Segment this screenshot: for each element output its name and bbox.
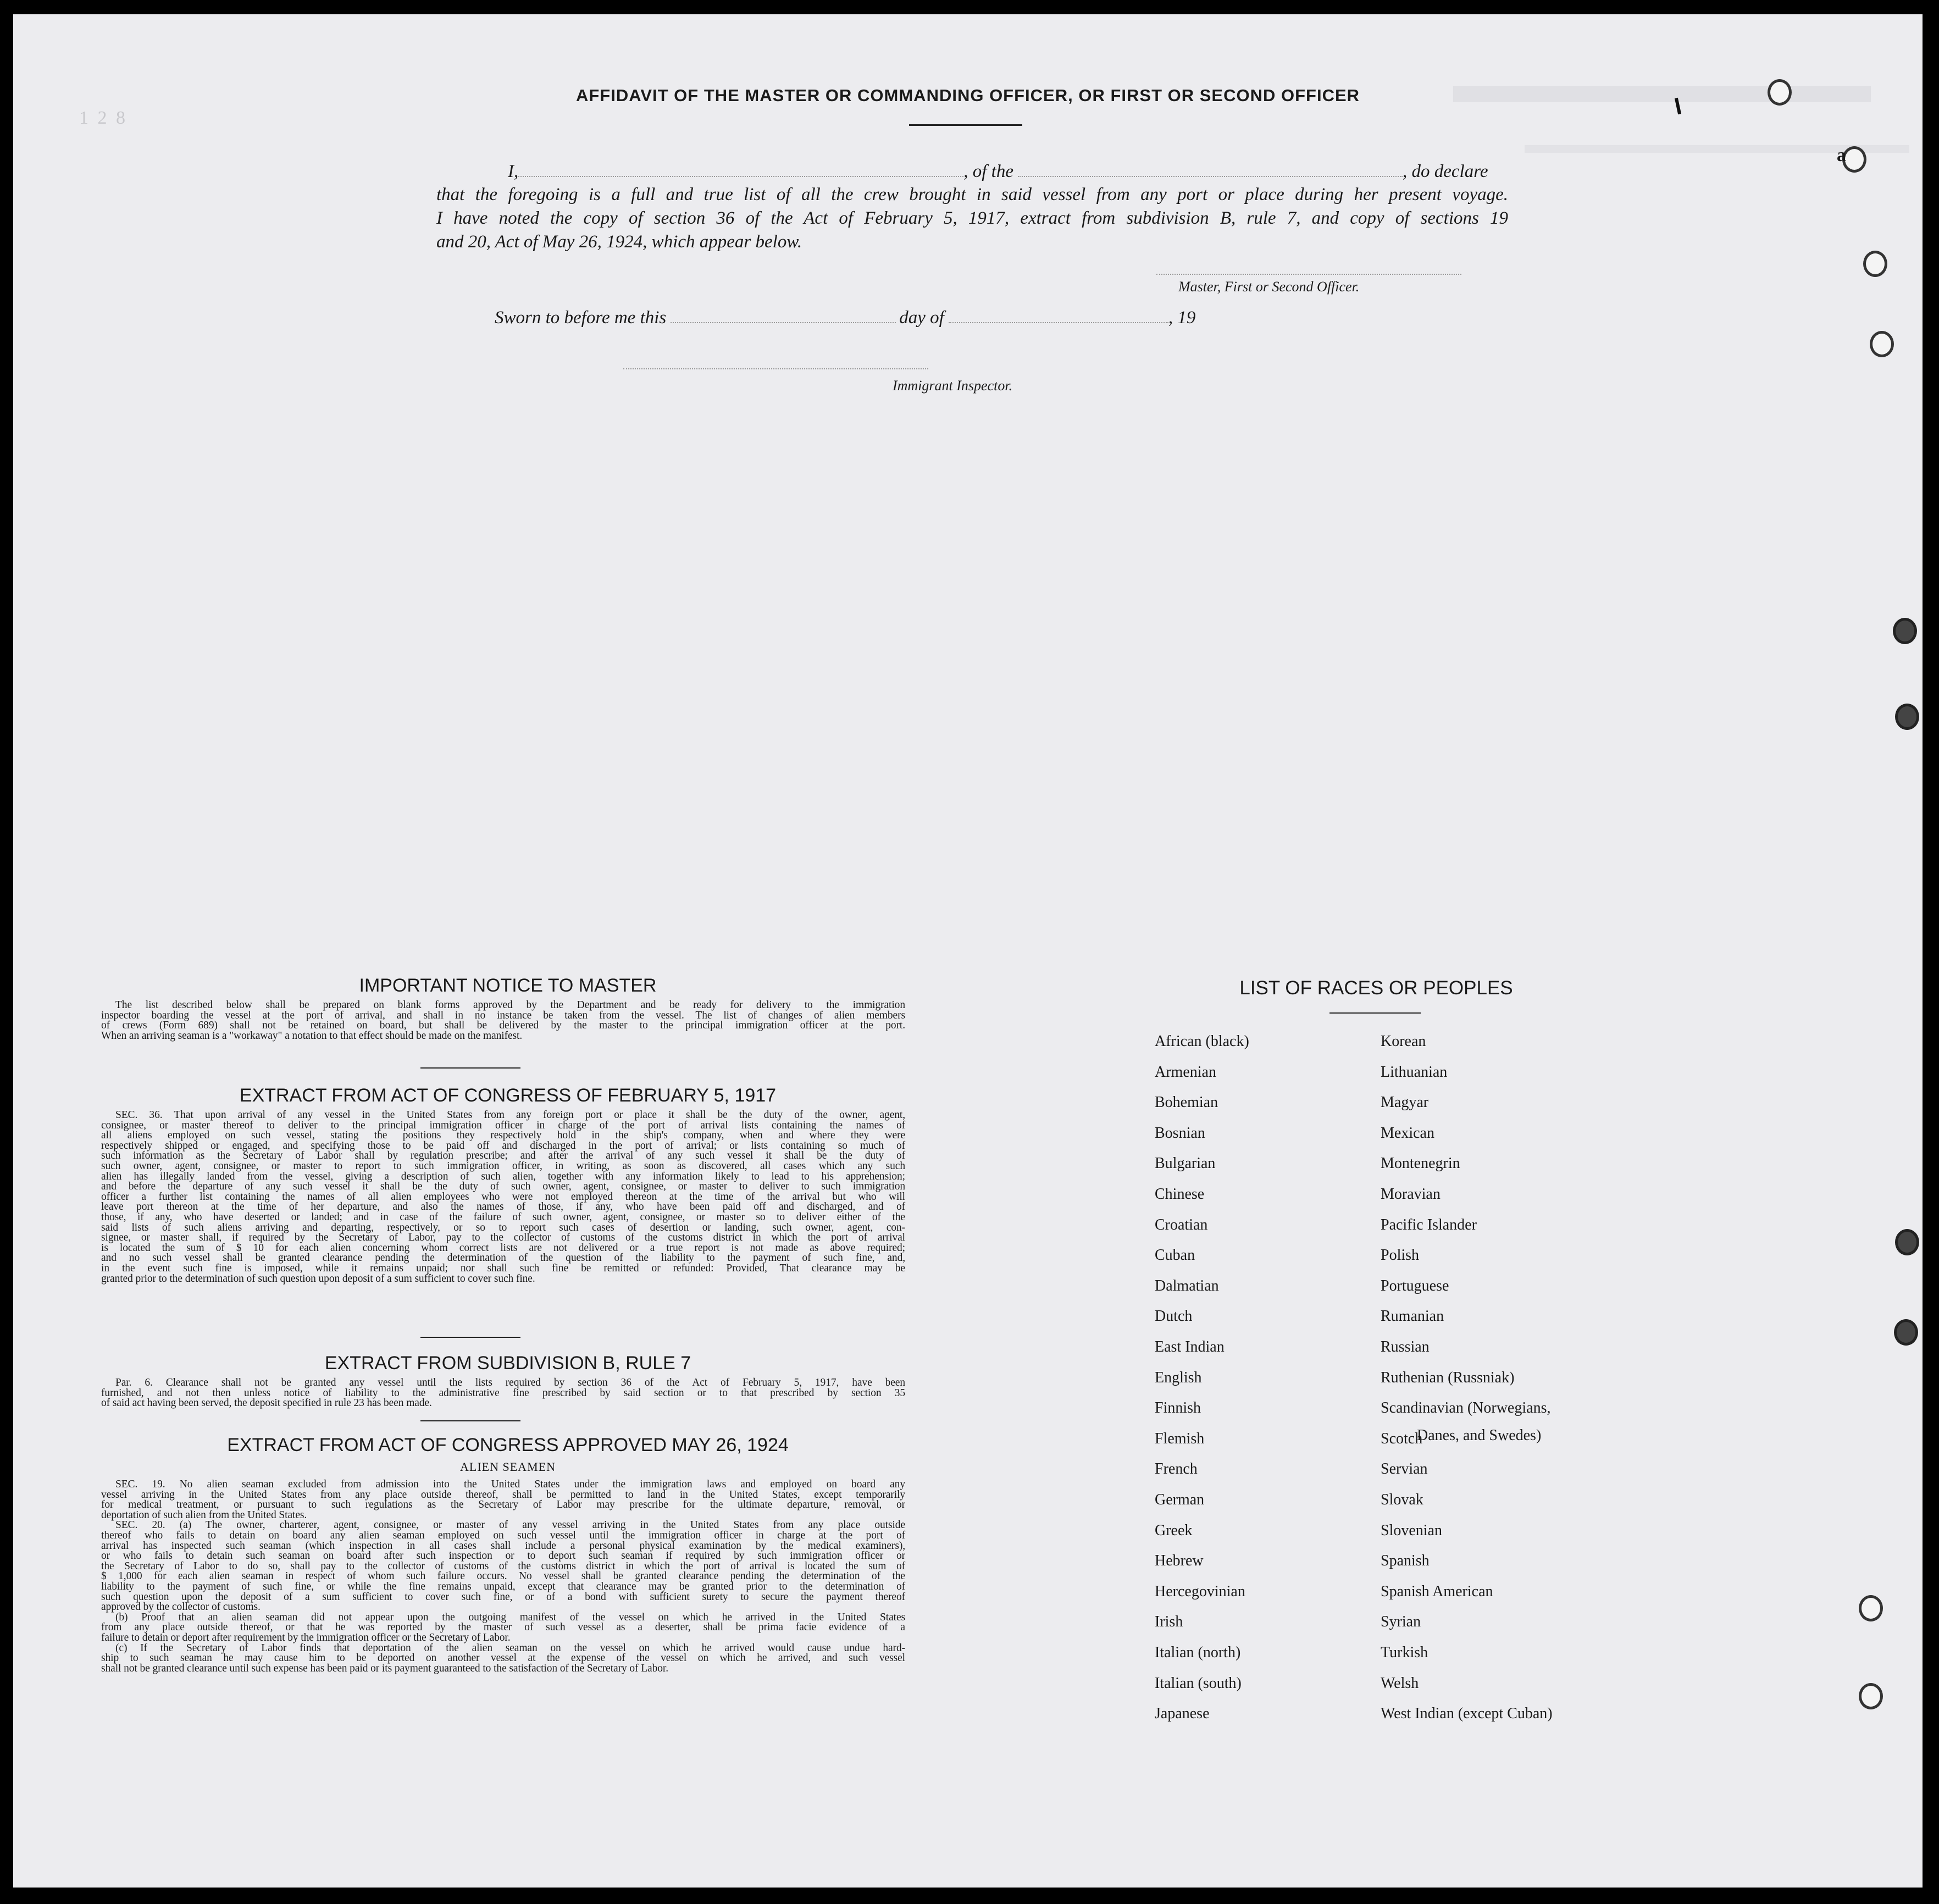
extract-1917-line: SEC. 36. That upon arrival of any vessel in the United States from any foreign port or place it shall be the duty of the owner, agent, [115,1109,905,1121]
extract-1917-line: such owner, agent, consignee, or master to report to such immigration officer, in writing, as soon as discovered, all cases which any such [101,1160,905,1172]
race-item: East Indian [1155,1338,1225,1355]
race-item: Lithuanian [1381,1063,1448,1081]
extract-1924-line: SEC. 20. (a) The owner, charterer, agent, consignee, or master of any vessel arriving in the United States from any place outside [115,1519,905,1531]
extract-1924-line: approved by the collector of customs. [101,1601,261,1613]
signature-line [1156,274,1461,275]
extract-1924-line: such question upon the deposit of a sum sufficient to cover such fine, or of a bond with sufficient surety to secure the payment thereof [101,1591,905,1603]
race-item: English [1155,1369,1202,1386]
race-item: Croatian [1155,1216,1208,1233]
extract-1917-line: consignee, or master thereof to deliver to the principal immigration officer in charge of the port of arrival lists containing the names of [101,1119,905,1131]
extract-1917-line: signee, or master shall, if required by the Secretary of Labor, pay to the collector of customs of the customs district in which the port of arrival [101,1232,905,1244]
race-item: Polish [1381,1247,1420,1264]
notice-line: inspector boarding the vessel at the port of arrival, and shall in no instance be taken from the vessel. The list of changes of alien members [101,1009,905,1021]
race-item: Mexican [1381,1124,1434,1142]
affidavit-title: AFFIDAVIT OF THE MASTER OR COMMANDING OFFICER, OR FIRST OR SECOND OFFICER [575,86,1360,105]
extract-rule7-line: Par. 6. Clearance shall not be granted any vessel until the lists required by section 36 of the Act of February 5, 1917, have been [115,1377,905,1388]
extract-1924-line: (b) Proof that an alien seaman did not appear upon the outgoing manifest of the vessel on which he arrived in the United States [115,1611,905,1623]
binder-hole-icon [1768,79,1792,106]
sworn-line [495,308,1195,328]
race-item: French [1155,1460,1198,1478]
race-item: Cuban [1155,1247,1195,1264]
notice-line: of crews (Form 689) shall not be retained on board, but shall be delivered by the master to the principal immigration officer at the port. [101,1020,905,1032]
race-item: Syrian [1381,1613,1421,1631]
extract-1917-line: is located the sum of $ 10 for each alien concerning whom correct lists are not delivered or a true report is not made as above required; [101,1242,905,1254]
binder-hole-icon [1863,251,1887,277]
race-item: West Indian (except Cuban) [1381,1705,1553,1723]
extract-rule7-title: EXTRACT FROM SUBDIVISION B, RULE 7 [324,1353,691,1374]
extract-1917-title: EXTRACT FROM ACT OF CONGRESS OF FEBRUARY 5, 1917 [239,1085,777,1106]
extract-1924-line: (c) If the Secretary of Labor finds that deportation of the alien seaman on the vessel on which he arrived would cause undue hard- [115,1642,905,1654]
race-item: Portuguese [1381,1277,1449,1294]
document-page [13,14,1923,1888]
binder-hole-icon [1893,618,1917,644]
binder-hole-icon [1859,1595,1883,1621]
sworn-day-of: day of [899,308,944,328]
notice-body [101,1000,905,1041]
bleed-through-number: 1 2 8 [79,108,128,128]
sworn-year: , 19 [1168,308,1196,328]
extract-1917-line: respectively shipped or engaged, and specifying those to be paid off and discharged in the port of arrival; or lists containing so much of [101,1139,905,1152]
race-item: Pacific Islander [1381,1216,1477,1233]
extract-1917-line: alien has illegally landed from the vessel, giving a description of such alien, together with any information likely to lead to his apprehension; [101,1170,905,1182]
race-item: Moravian [1381,1186,1441,1203]
race-item: Italian (south) [1155,1674,1242,1692]
affidavit-do-declare: , do declare [1402,162,1488,181]
sworn-day-blank [671,320,896,323]
race-item: Slovenian [1381,1521,1442,1539]
extract-1924-line: the Secretary of Labor to do so, shall pay to the collector of customs of the customs district in which the port of arrival is located the sum of [101,1560,905,1572]
race-item: Magyar [1381,1094,1429,1111]
race-item: Scotch [1381,1430,1423,1447]
extract-1917-line: and no such vessel shall be granted clearance pending the determination of the question of the liability to the payment of such fine, and, [101,1252,905,1264]
notice-line: The list described below shall be prepared on blank forms approved by the Department and be ready for delivery to the immigration [115,999,905,1011]
race-item: Irish [1155,1613,1183,1631]
notice-line: When an arriving seaman is a "workaway" a notation to that effect should be made on the manifest. [101,1030,523,1042]
race-item: Japanese [1155,1705,1210,1723]
extract-1924-line: for medical treatment, or pursuant to such regulations as the Secretary of Labor may prescribe for the ultimate departure, removal, or [101,1499,905,1511]
affidavit-line-2: that the foregoing is a full and true list of all the crew brought in said vessel from any port or place during her present voyage. [436,185,1508,204]
extract-1924-line: SEC. 19. No alien seaman excluded from admission into the United States under the immigration laws and employed on board any [115,1479,905,1490]
extract-1924-line: liability to the payment of such fine, or while the fine remains unpaid, except that clearance may be granted prior to the determination of [101,1580,905,1592]
affidavit-line-3: I have noted the copy of section 36 of the Act of February 5, 1917, extract from subdivision B, rule 7, and copy of sections 19 [436,208,1508,228]
race-item: Armenian [1155,1063,1216,1081]
extract-1924-subtitle: ALIEN SEAMEN [460,1460,556,1474]
extract-1924-line: vessel arriving in the United States from any place outside thereof, shall be permitted to land in the United States, except temporarily [101,1488,905,1501]
extract-1917-line: and before the departure of any such vessel it shall be the duty of such owner, agent, consignee, or master to deliver to such immigration [101,1181,905,1193]
affidavit-line-4: and 20, Act of May 26, 1924, which appear below. [436,232,802,252]
extract-rule7-line: of said act having been served, the deposit specified in rule 23 has been made. [101,1397,432,1409]
race-item: Bosnian [1155,1124,1205,1142]
extract-1924-line: from any place outside thereof, or that he was reported by the master of such vessel as a deserter, shall be prima facie evidence of a [101,1621,905,1634]
race-item: Hercegovinian [1155,1582,1245,1600]
race-item: Montenegrin [1381,1155,1460,1172]
signature-label: Master, First or Second Officer. [1178,279,1360,295]
affidavit-line-1 [436,162,1508,182]
race-item: Bohemian [1155,1094,1218,1111]
race-item: Flemish [1155,1430,1205,1447]
race-item: Greek [1155,1521,1193,1539]
extract-1924-line: failure to detain or deport after requirement by the immigration officer or the Secretary of Labor. [101,1631,511,1643]
extract-1917-line: granted prior to the determination of such question upon deposit of a sum sufficient to cover such fine. [101,1272,535,1285]
extract-1917-line: leave port thereon at the time of her departure, and also the names of those, if any, who have been paid off and discharged, and of [101,1201,905,1213]
extract-1917-line: such information as the Secretary of Labor shall by regulation prescribe; and after the arrival of any such vessel it shall be the duty of [101,1150,905,1162]
binder-hole-icon [1870,331,1894,357]
race-item: Finnish [1155,1399,1201,1417]
sworn-month-blank [949,320,1168,323]
binder-hole-icon [1894,1319,1918,1346]
binder-hole-icon [1895,1229,1919,1255]
affidavit-of-the: , of the [963,162,1013,181]
binder-hole-icon [1895,704,1919,730]
race-item: Spanish [1381,1552,1430,1570]
margin-letter: a [1837,145,1846,165]
race-item: Bulgarian [1155,1155,1216,1172]
race-scandinavian-continued: Danes, and Swedes) [1417,1427,1542,1444]
race-item: Scandinavian (Norwegians, [1381,1399,1551,1417]
extract-1924-line: deportation of such alien from the United States. [101,1509,307,1521]
affidavit-i: I, [508,162,519,181]
extract-1924-body [101,1480,905,1674]
race-item: Korean [1381,1033,1426,1050]
extract-1917-body [101,1110,905,1284]
race-item: Slovak [1381,1491,1423,1508]
race-item: Italian (north) [1155,1644,1241,1661]
notice-title: IMPORTANT NOTICE TO MASTER [359,975,657,996]
race-item: Turkish [1381,1644,1428,1661]
inspector-label: Immigrant Inspector. [893,378,1013,394]
race-item: Welsh [1381,1674,1419,1692]
extract-rule7-line: furnished, and not then unless notice of liability to the administrative fine prescribed by said section or to that prescribed by section 35 [101,1387,905,1399]
race-item: Dalmatian [1155,1277,1219,1294]
race-item: Russian [1381,1338,1430,1355]
extract-1917-line: officer a further list containing the names of all alien employees who were not employed thereon at the time of the arrival but who will [101,1191,905,1203]
inspector-signature-line [623,368,928,369]
binder-hole-icon [1859,1683,1883,1709]
extract-1917-line: in the event such fine is imposed, while it remains unpaid; nor shall such fine be remitted or refunded: Provided, That clearance may be [101,1262,905,1274]
declarant-name-blank [518,174,963,177]
extract-1924-line: arrival has inspected such seaman (which inspection in all cases shall include a personal physical examination by the medical examiners), [101,1540,905,1552]
extract-1917-line: all aliens employed on such vessel, stating the positions they respectively hold in the ship's company, when and where they were [101,1130,905,1142]
extract-1924-line: ship to such seaman he may cause him to be deported on another vessel at the expense of the vessel on which he arrived, and such vessel [101,1652,905,1664]
race-item: Hebrew [1155,1552,1204,1570]
extract-1924-line: or who fails to detain such seaman on board after such inspection or to deport such seaman if required by such immigration officer or [101,1550,905,1562]
extract-1917-line: those, if any, who have deserted or landed; and in case of the failure of such owner, agent, consignee, or master so to deliver either of the [101,1211,905,1223]
affidavit-title-rule [909,124,1022,126]
extract-1924-title: EXTRACT FROM ACT OF CONGRESS APPROVED MAY 26, 1924 [227,1435,789,1455]
race-item: Rumanian [1381,1308,1444,1325]
sworn-text: Sworn to before me this [495,308,667,328]
extract-rule7-rule [420,1420,520,1421]
race-item: Dutch [1155,1308,1193,1325]
race-item: African (black) [1155,1033,1249,1050]
races-title-rule [1329,1012,1421,1014]
race-item: Ruthenian (Russniak) [1381,1369,1515,1386]
vessel-name-blank [1018,174,1403,177]
race-item: Servian [1381,1460,1428,1478]
extract-1924-line: shall not be granted clearance until such expense has been paid or its payment guaranteed to the satisfaction of the Secretary of Labor. [101,1662,668,1674]
notice-rule [420,1067,520,1069]
race-item: Spanish American [1381,1582,1493,1600]
extract-1924-line: $ 1,000 for each alien seaman in respect of whom such failure occurs. No vessel shall be granted clearance pending the determination of the [101,1570,905,1582]
extract-1917-rule [420,1337,520,1338]
race-item: Chinese [1155,1186,1205,1203]
race-item: German [1155,1491,1205,1508]
races-title: LIST OF RACES OR PEOPLES [1239,977,1513,999]
extract-1917-line: said lists of such aliens arriving and departing, respectively, or so to report such cases of desertion or landing, such owner, agent, con- [101,1221,905,1233]
extract-1924-line: thereof who fails to detain on board any alien seaman employed on such vessel until the immigration officer in charge at the port of [101,1529,905,1541]
extract-rule7-body [101,1378,905,1409]
